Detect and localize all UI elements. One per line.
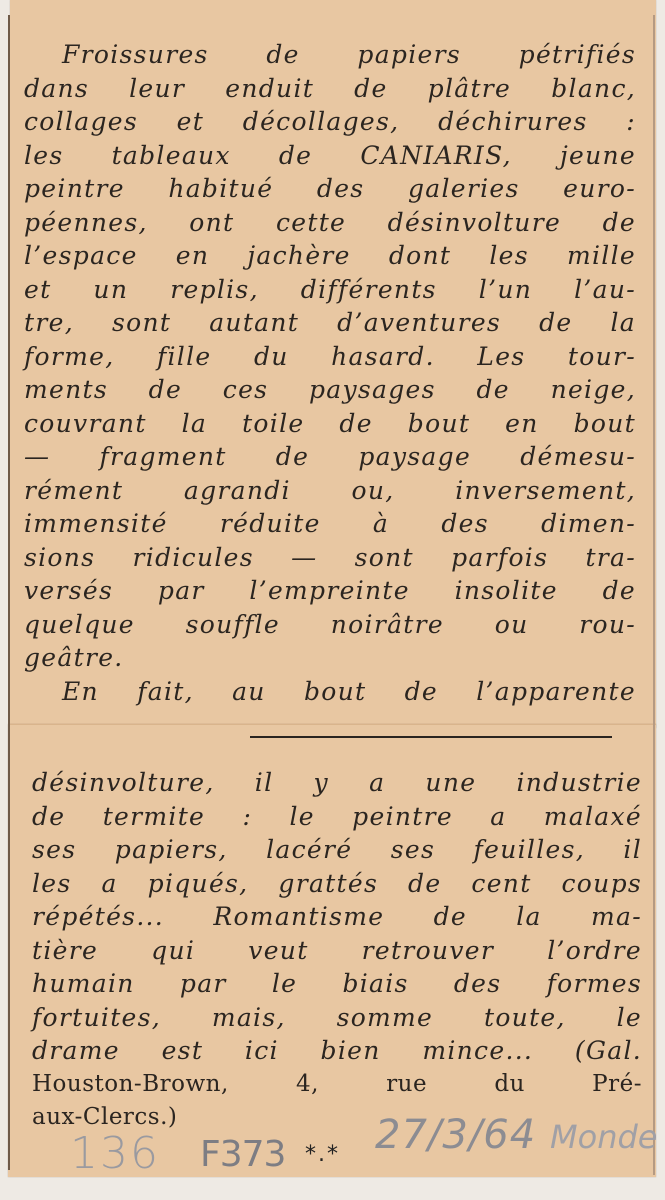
text-line: Houston-Brown, 4, rue du Pré- [32,1070,642,1097]
text-line: tre, sont autant d’aventures de la [24,308,636,337]
column-rule-right [653,15,655,1175]
annotation-source: Monde [550,1118,658,1156]
text-line: et un replis, différents l’un l’au- [24,274,636,304]
text-line: versés par l’empreinte insolite de [24,576,636,605]
text-line: couvrant la toile de bout en bout [24,408,636,438]
text-line: fortuites, mais, somme toute, le [32,1002,642,1032]
text-line: tière qui veut retrouver l’ordre [32,935,642,965]
text-line: sions ridicules — sont parfois tra- [24,542,636,572]
text-line: drame est ici bien mince... (Gal. [32,1036,642,1065]
text-line: En fait, au bout de l’apparente [62,676,636,706]
separator-rule [250,736,612,738]
handwritten-annotations [60,1108,658,1188]
article-paragraph-1 [24,38,636,708]
annotation-stars: *.* [305,1142,340,1167]
text-line: les a piqués, grattés de cent coups [32,868,642,898]
text-line: humain par le biais des formes [32,969,642,998]
text-line: dans leur enduit de plâtre blanc, [24,73,636,103]
text-line: Froissures de papiers pétrifiés [62,40,636,69]
text-line: l’espace en jachère dont les mille [24,241,636,270]
article-paragraph-2 [32,766,642,1135]
annotation-date: 27/3/64 [375,1112,537,1158]
text-line: aux-Clercs.) [32,1104,178,1130]
text-line: désinvolture, il y a une industrie [32,768,642,797]
column-rule-left [8,15,10,1170]
text-line: ses papiers, lacéré ses feuilles, il [32,835,642,864]
annotation-reference-number: 136 [70,1128,160,1179]
text-line: quelque souffle noirâtre ou rou- [24,609,636,639]
annotation-code: F373 [200,1134,286,1175]
text-line: geâtre. [24,643,124,672]
text-line: rément agrandi ou, inversement, [24,475,636,505]
text-line: ments de ces paysages de neige, [24,375,636,404]
text-line: répétés... Romantisme de la ma- [32,902,642,931]
text-line: peintre habitué des galeries euro- [24,174,636,203]
text-line: forme, fille du hasard. Les tour- [24,341,636,371]
text-line: péennes, ont cette désinvolture de [24,207,636,237]
text-line: de termite : le peintre a malaxé [32,801,642,831]
text-line: — fragment de paysage démesu- [24,442,636,471]
text-line: immensité réduite à des dimen- [24,509,636,538]
text-line: collages et décollages, déchirures : [24,107,636,136]
text-line: les tableaux de CANIARIS, jeune [24,140,636,170]
